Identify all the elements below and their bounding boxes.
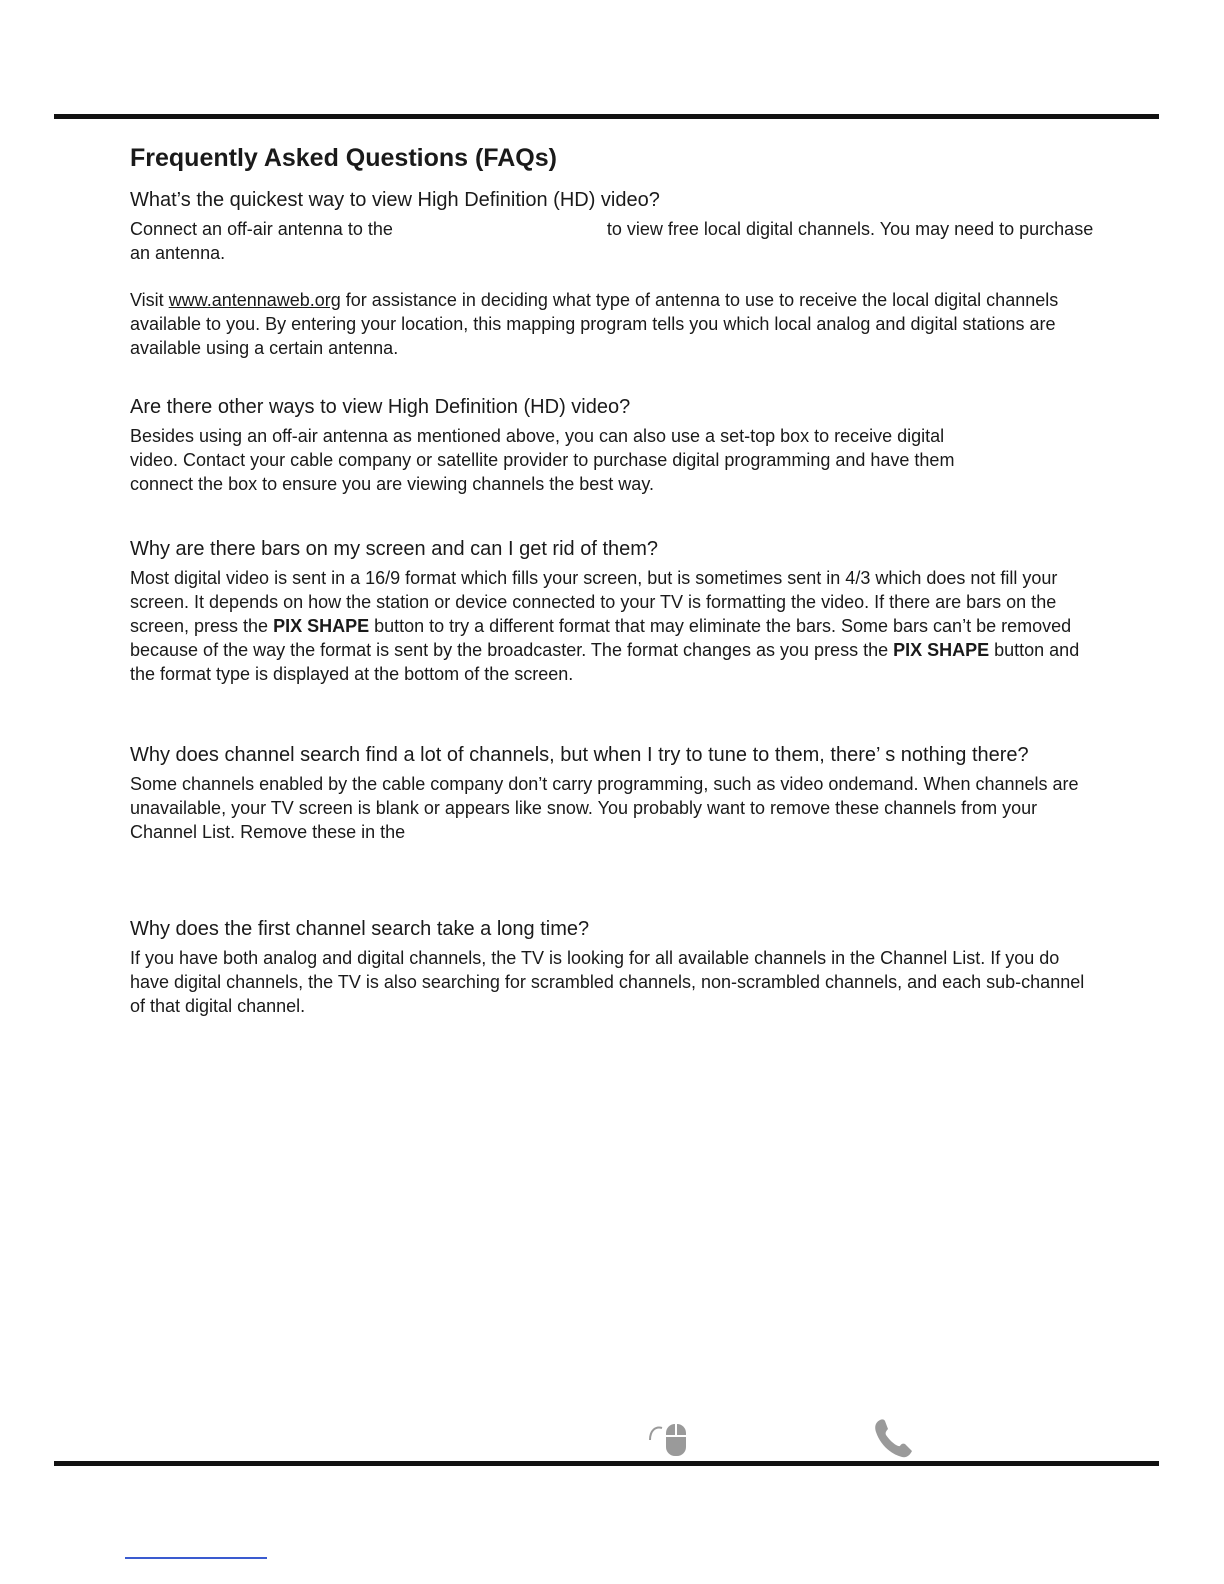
faq-item-4 <box>130 742 1100 844</box>
top-divider <box>54 114 1159 119</box>
answer-text: to view free local digital channels. You may need to purchase an antenna. <box>130 219 1094 263</box>
faq-question: Are there other ways to view High Definition (HD) video? <box>130 396 631 418</box>
faq-answer <box>130 566 1100 686</box>
mouse-icon <box>646 1414 686 1458</box>
footer-decorative-line <box>125 1557 267 1559</box>
answer-text: Visit <box>130 290 169 310</box>
faq-question: Why does the first channel search take a long time? <box>130 918 590 940</box>
answer-text: Most digital video is sent in a 16/9 format which fills your screen, but is sometimes sent in 4/3 which does not fill your screen. It depends on how the station or device connected to your TV is formatting the video. If there are bars on the screen, press the <box>130 568 1058 636</box>
phone-icon <box>872 1416 912 1460</box>
faq-answer <box>130 217 1100 265</box>
faq-question: Why are there bars on my screen and can I get rid of them? <box>130 538 659 560</box>
faq-answer: If you have both analog and digital channels, the TV is looking for all available channels in the Channel List. If you do have digital channels, the TV is also searching for scrambled channels, non-scrambled channels, and each sub-channel of that digital channel. <box>130 948 1085 1016</box>
faq-question: What’s the quickest way to view High Definition (HD) video? <box>130 189 660 211</box>
faq-item-3 <box>130 536 1100 686</box>
faq-item-1 <box>130 187 1100 360</box>
faq-answer-paragraph <box>130 288 1100 360</box>
page-title: Frequently Asked Questions (FAQs) <box>130 144 557 172</box>
antennaweb-link[interactable]: www.antennaweb.org <box>168 290 341 310</box>
page-header <box>130 140 1100 176</box>
pix-shape-button-label: PIX SHAPE <box>893 640 990 660</box>
pix-shape-button-label: PIX SHAPE <box>273 616 370 636</box>
answer-text: button to try a different format that may eliminate the bars. Some bars can’t be removed because of the way the format is sent by the broadcaster. The format changes as you press the <box>130 616 1072 660</box>
faq-item-5 <box>130 916 1100 1018</box>
faq-question: Why does channel search find a lot of channels, but when I try to tune to them, there’ s nothing there? <box>130 744 1029 766</box>
answer-text: for assistance in deciding what type of antenna to use to receive the local digital channels available to you. By entering your location, this mapping program tells you which local analog and digital stations are available using a certain antenna. <box>130 290 1059 358</box>
faq-answer: Some channels enabled by the cable company don’t carry programming, such as video ondemand. When channels are unavailable, your TV screen is blank or appears like snow. You probably want to remove these channels from your Channel List. Remove these in the <box>130 774 1079 842</box>
answer-text: Connect an off-air antenna to the <box>130 219 393 239</box>
answer-text: button and the format type is displayed at the bottom of the screen. <box>130 640 1080 684</box>
faq-item-2 <box>130 394 1100 496</box>
bottom-divider <box>54 1461 1159 1466</box>
faq-answer: Besides using an off-air antenna as mentioned above, you can also use a set-top box to receive digital video. Contact your cable company or satellite provider to purchase digital programming and have them connect the box to ensure you are viewing channels the best way. <box>130 426 955 494</box>
